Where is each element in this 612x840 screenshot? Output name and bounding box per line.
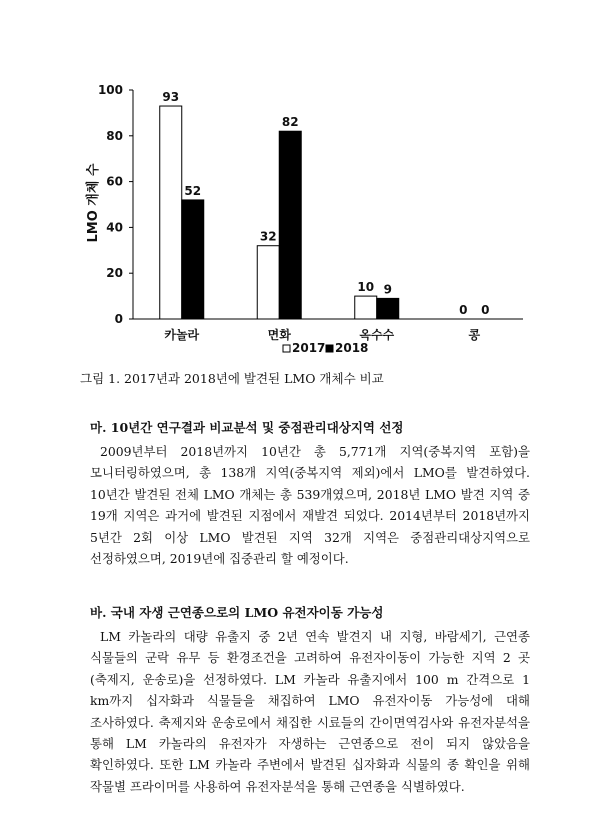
bar-2017 — [160, 106, 182, 319]
section-ma — [90, 418, 530, 569]
legend-swatch-2017 — [283, 345, 290, 352]
data-label-2017: 93 — [162, 90, 180, 105]
y-tick-label: 80 — [106, 128, 123, 143]
legend-label: 2018 — [335, 341, 369, 355]
y-tick-label: 0 — [114, 312, 123, 326]
data-label-2017: 32 — [259, 229, 277, 244]
figure-caption: 그림 1. 2017년과 2018년에 발견된 LMO 개체수 비교 — [80, 371, 384, 386]
data-label-2017: 0 — [459, 303, 468, 317]
y-tick-label: 40 — [106, 220, 123, 235]
bar-2018 — [279, 131, 301, 319]
data-label-2018: 52 — [184, 183, 202, 198]
section-ba — [90, 603, 530, 797]
section-heading: 바. 국내 자생 근연종으로의 LMO 유전자이동 가능성 — [90, 605, 384, 620]
x-tick-label: 면화 — [267, 328, 291, 342]
bar-2017 — [355, 296, 377, 319]
section-body: 2009년부터 2018년까지 10년간 총 5,771개 지역(중복지역 포함)을 모니터링하였으며, 총 138개 지역(중복지역 제외)에서 LMO를 발견하였다. 10년간 발견된 전체 LMO 개체는 총 539개였으며, 2018년 LMO 발견 지역 중 19개 지역은 과거에 발견된 지점에서 재발견 되었다. 2014년부터 2018년까지 5년간 2회 이상 LMO 발견된 지역 32개 지역은 중점관리대상지역으로 선정하였으며, 2019년에 집중관리 할 예정이다. — [90, 444, 530, 567]
bar-2018 — [182, 200, 204, 319]
data-label-2018: 9 — [383, 282, 392, 297]
y-tick-label: 100 — [97, 83, 123, 97]
x-tick-label: 카놀라 — [164, 328, 200, 342]
section-heading: 마. 10년간 연구결과 비교분석 및 중점관리대상지역 선정 — [90, 420, 404, 435]
bar-2018 — [377, 298, 399, 319]
y-tick-label: 20 — [106, 266, 123, 281]
x-tick-label: 옥수수 — [359, 328, 395, 342]
legend-swatch-2018 — [326, 345, 333, 352]
x-axis — [133, 319, 523, 342]
y-axis — [98, 83, 133, 326]
data-label-2018: 82 — [281, 115, 299, 130]
bars — [160, 90, 490, 319]
data-label-2018: 0 — [481, 303, 490, 317]
x-tick-label: 콩 — [468, 328, 481, 342]
y-axis-label: LMO 개체 수 — [86, 163, 101, 243]
legend — [283, 341, 368, 355]
data-label-2017: 10 — [357, 280, 375, 295]
bar-chart — [0, 0, 612, 375]
y-tick-label: 60 — [106, 174, 123, 189]
bar-2017 — [257, 246, 279, 319]
legend-label: 2017 — [292, 341, 326, 355]
section-body: LM 카놀라의 대량 유출지 중 2년 연속 발견지 내 지형, 바람세기, 근연종 식물들의 군락 유무 등 환경조건을 고려하여 유전자이동이 가능한 지역 2 곳(축제지, 운송로)을 선정하였다. LM 카놀라 유출지에서 100 m 간격으로 1 km까지 십자화과 식물들을 채집하여 LMO 유전자이동 가능성에 대해 조사하였다. 축제지와 운송로에서 채집한 시료들의 간이면역검사와 유전자분석을 통해 LM 카놀라의 유전자가 자생하는 근연종으로 전이 되지 않았음을 확인하였다. 또한 LM 카놀라 주변에서 발견된 십자화과 식물의 종 확인을 위해 작물별 프라이머를 사용하여 유전자분석을 통해 근연종을 식별하였다. — [90, 629, 530, 794]
